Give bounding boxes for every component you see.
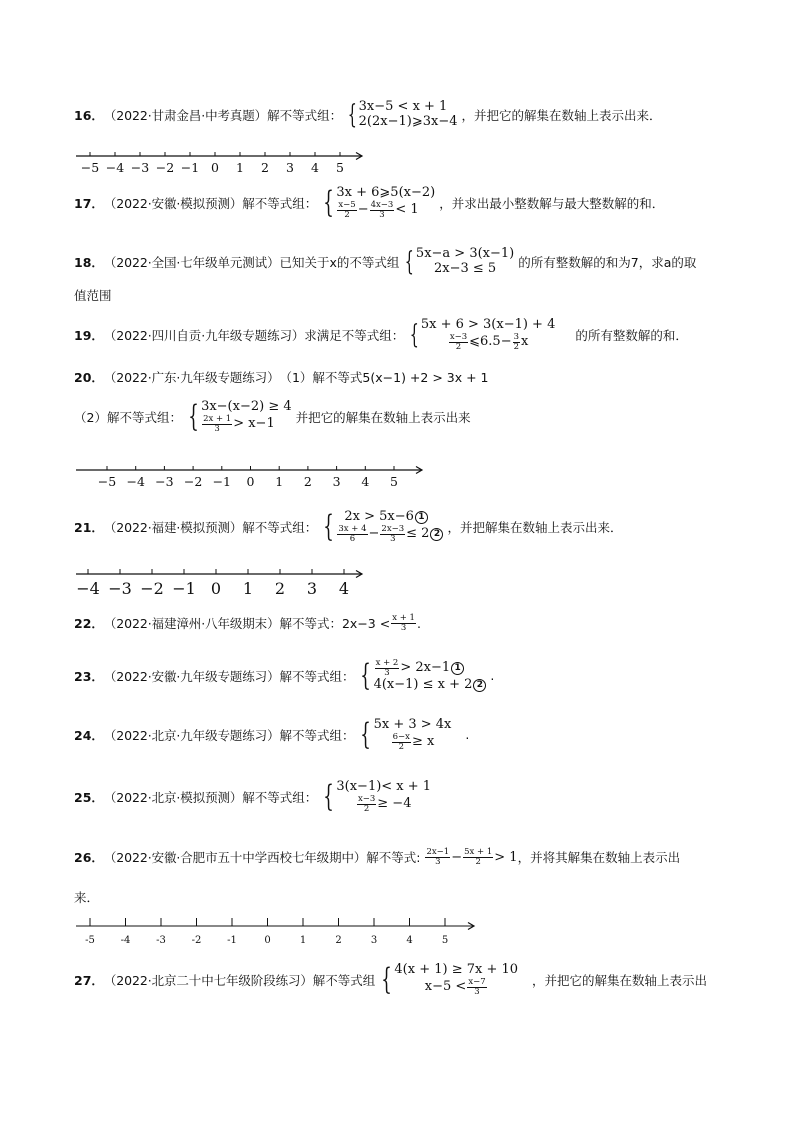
problem-source: （2022·福建漳州·八年级期末） xyxy=(103,616,280,632)
tick-label: 1 xyxy=(236,160,244,175)
problem-21 xyxy=(74,510,622,544)
part-label: （2）解不等式组： xyxy=(74,409,182,425)
problem-source: （2022·广东·九年级专题练习） xyxy=(103,370,280,385)
problem-source: （2022·北京·九年级专题练习） xyxy=(103,727,280,743)
inequality: $\frac{2x-1}{3}$ − $\frac{5x + 1}{2}$ > 1 xyxy=(426,847,518,867)
inequality-system: { 3x−5 < x + 1 2(2x−1)⩾3x−4 xyxy=(347,99,458,130)
problem-number: 23． xyxy=(74,668,104,684)
tick-label: 0 xyxy=(211,160,219,175)
problem-tail: 并把它的解集在数轴上表示出来 xyxy=(295,409,471,425)
system-line-1: 5x + 3 > 4x xyxy=(373,717,452,732)
problem-18 xyxy=(74,247,696,277)
problem-text: 解不等式组 xyxy=(312,972,376,988)
inequality-system: { 3(x−1)< x + 1 $\frac{x-3}{2}$ ≥ −4 xyxy=(323,778,432,814)
tick-label: 4 xyxy=(361,474,370,489)
problem-16 xyxy=(74,100,662,130)
number-line-3 xyxy=(72,566,368,600)
system-line-2: $\frac{2x + 1}{3}$ > x−1 xyxy=(203,413,275,434)
inequality-system: { 3x + 6⩾5(x−2) $\frac{x-5}{2}$ − $\frac{4x-3}{3}$ < 1 xyxy=(323,184,436,220)
tick-label: −3 xyxy=(155,474,174,489)
problem-source: （2022·全国·七年级单元测试） xyxy=(103,254,280,270)
problem-19 xyxy=(74,318,688,352)
number-line-4 xyxy=(72,912,480,946)
tick-label: 3 xyxy=(370,935,378,946)
tick-label: −1 xyxy=(172,579,196,598)
problem-source: （2022·北京二十中七年级阶段练习） xyxy=(103,972,313,988)
problem-tail: ，并把解集在数轴上表示出来． xyxy=(447,519,623,535)
tick-label: 0 xyxy=(210,579,222,598)
problem-source: （2022·安徽·合肥市五十中学西校七年级期中） xyxy=(103,850,367,866)
tick-label: 3 xyxy=(306,579,318,598)
tick-label: -5 xyxy=(85,935,95,946)
tick-label: 4 xyxy=(338,579,350,598)
problem-tail: ，并将其解集在数轴上表示出 xyxy=(517,850,681,866)
problem-tail: ，并求出最小整数解与最大整数解的和． xyxy=(439,195,665,211)
tick-label: 5 xyxy=(390,474,398,489)
tick-label: −5 xyxy=(97,474,117,489)
tick-label: 2 xyxy=(274,579,286,598)
tick-label: 3 xyxy=(286,160,294,175)
problem-tail: ，并把它的解集在数轴上表示出 xyxy=(532,972,708,988)
tick-label: −1 xyxy=(212,474,232,489)
problem-text: 解不等式组： xyxy=(279,727,355,743)
circled-number: 1 xyxy=(415,511,428,524)
problem-text: 解不等式组： xyxy=(267,107,343,123)
tick-label: −4 xyxy=(76,579,100,598)
inequality-system: { 4(x + 1) ≥ 7x + 10 x−5 < $\frac{x-7}{3}$ xyxy=(381,961,519,997)
tick-label: −2 xyxy=(140,579,164,598)
tick-label: 4 xyxy=(406,935,413,946)
problem-number: 21． xyxy=(74,519,104,535)
problem-number: 17． xyxy=(74,195,104,211)
tick-label: −2 xyxy=(183,474,203,489)
problem-source: （2022·北京·模拟预测） xyxy=(103,789,243,805)
problem-text: 已知关于x的不等式组 xyxy=(279,254,400,270)
problem-source: （2022·安徽·模拟预测） xyxy=(103,195,243,211)
problem-24: 24． （2022·北京·九年级专题练习） 解不等式组： { 5x + 3 > 4x $\frac{6-x}{2}$ ≥ x . xyxy=(74,716,470,752)
problem-number: 27． xyxy=(74,972,104,988)
problem-number: 25． xyxy=(74,789,104,805)
problem-text: 解不等式组： xyxy=(242,519,318,535)
problem-tail-continued: 值范围 xyxy=(74,288,112,303)
tick-label: 4 xyxy=(311,160,319,175)
system-line-2: $\frac{x-3}{2}$ ⩽6.5− $\frac{3}{2}$ x xyxy=(449,331,529,352)
problem-number: 18． xyxy=(74,254,104,270)
system-line-1: 3x−(x−2) ≥ 4 xyxy=(201,399,292,414)
system-line-2: $\frac{6-x}{2}$ ≥ x xyxy=(392,731,435,752)
tick-label: −4 xyxy=(105,160,125,175)
system-line-2: $\frac{x-3}{2}$ ≥ −4 xyxy=(357,793,412,814)
problem-20 xyxy=(74,368,489,386)
problem-26 xyxy=(74,848,680,867)
tick-label: −3 xyxy=(108,579,132,598)
system-line-1: 3(x−1)< x + 1 xyxy=(336,779,432,794)
problem-text: 解不等式组： xyxy=(242,789,318,805)
tick-label: 1 xyxy=(299,935,307,946)
tick-label: 5 xyxy=(441,935,449,946)
problem-tail: 的所有整数解的和． xyxy=(575,327,688,343)
tick-label: 2 xyxy=(303,474,312,489)
system-line-2: 2(2x−1)⩾3x−4 xyxy=(358,113,458,129)
problem-text: 解不等式组： xyxy=(242,195,318,211)
system-line-1: 3x−5 < x + 1 xyxy=(358,99,448,114)
inequality-system: { 5x−a > 3(x−1) 2x−3 ≤ 5 xyxy=(405,246,515,277)
problem-source: （2022·福建·模拟预测） xyxy=(103,519,243,535)
problem-number: 26． xyxy=(74,850,104,866)
tick-label: 1 xyxy=(242,579,254,598)
tick-label: -2 xyxy=(191,935,202,946)
tick-label: 0 xyxy=(246,474,255,489)
problem-number: 16． xyxy=(74,107,104,123)
system-line-1: 4(x + 1) ≥ 7x + 10 xyxy=(394,962,519,977)
problem-27 xyxy=(74,963,707,997)
system-line-1: 3x + 6⩾5(x−2) xyxy=(336,185,436,200)
problem-part-1: （1）解不等式5(x−1) +2 > 3x + 1 xyxy=(279,370,489,385)
tick-label: -3 xyxy=(156,935,166,946)
tick-label: −2 xyxy=(155,160,175,175)
problem-text: 求满足不等式组： xyxy=(304,327,405,343)
circled-number: 1 xyxy=(451,662,464,675)
problem-text: 解不等式组： xyxy=(279,668,355,684)
problem-source: （2022·四川自贡·九年级专题练习） xyxy=(103,327,305,343)
tick-label: 5 xyxy=(336,160,344,175)
inequality-system: { 5x + 3 > 4x $\frac{6-x}{2}$ ≥ x xyxy=(360,716,452,752)
system-line-2: $\frac{3x + 4}{6}$ − $\frac{2x-3}{3}$ ≤ 2 2 xyxy=(336,525,443,544)
problem-20-part-2 xyxy=(74,400,471,434)
tick-label: 1 xyxy=(275,474,284,489)
problem-tail: ，并把它的解集在数轴上表示出来． xyxy=(461,107,662,123)
tick-label: −4 xyxy=(126,474,145,489)
tick-label: 0 xyxy=(264,935,271,946)
problem-number: 20． xyxy=(74,370,104,385)
tick-label: -1 xyxy=(227,935,237,946)
system-line-2: 2x−3 ≤ 5 xyxy=(433,260,497,276)
inequality-system: { 2x > 5x−6 1 $\frac{3x + 4}{6}$ − $\frac{2x-3}{3}$ ≤ 2 2 xyxy=(319,510,443,544)
problem-number: 19． xyxy=(74,327,104,343)
tick-label: 2 xyxy=(261,160,269,175)
system-line-1: 5x + 6 > 3(x−1) + 4 xyxy=(420,317,556,332)
number-line-1 xyxy=(72,148,368,180)
tick-label: 2 xyxy=(335,935,342,946)
circled-number: 2 xyxy=(430,528,443,541)
problem-number: 24． xyxy=(74,727,104,743)
number-line-2 xyxy=(72,462,428,494)
problem-tail-continued: 来． xyxy=(74,890,100,905)
problem-text: 解不等式: xyxy=(366,850,421,866)
problem-source: （2022·甘肃金昌·中考真题） xyxy=(103,107,268,123)
system-line-1: $\frac{x + 2}{3}$ > 2x−1 1 xyxy=(374,659,487,678)
problem-17 xyxy=(74,186,664,220)
tick-label: −1 xyxy=(180,160,200,175)
problem-22: 22． （2022·福建漳州·八年级期末） 解不等式：2x−3 < $\frac{x + 1}{3}$ . xyxy=(74,613,421,633)
tick-label: 3 xyxy=(332,474,341,489)
tick-label: −3 xyxy=(130,160,150,175)
problem-text: 解不等式：2x−3 < xyxy=(279,616,391,632)
system-line-1: 2x > 5x−6 1 xyxy=(344,510,443,525)
tick-label: −5 xyxy=(80,160,100,175)
inequality-system: { $\frac{x + 2}{3}$ > 2x−1 1 4(x−1) ≤ x + 2 2 xyxy=(356,659,486,693)
system-line-2: x−5 < $\frac{x-7}{3}$ xyxy=(424,976,486,997)
problem-source: （2022·安徽·九年级专题练习） xyxy=(103,668,280,684)
system-line-2: 4(x−1) ≤ x + 2 2 xyxy=(374,678,487,693)
tick-label: -4 xyxy=(120,935,131,946)
problem-23: 23． （2022·安徽·九年级专题练习） 解不等式组： { $\frac{x + 2}{3}$ > 2x−1 1 4(x−1) ≤ x + 2 2 . xyxy=(74,657,495,693)
system-line-2: $\frac{x-5}{2}$ − $\frac{4x-3}{3}$ < 1 xyxy=(338,199,419,220)
inequality-system: { 3x−(x−2) ≥ 4 $\frac{2x + 1}{3}$ > x−1 xyxy=(188,398,292,434)
problem-tail: 的所有整数解的和为7，求a的取 xyxy=(518,254,697,270)
problem-number: 22． xyxy=(74,616,104,632)
circled-number: 2 xyxy=(473,679,486,692)
problem-25 xyxy=(74,780,435,814)
system-line-1: 5x−a > 3(x−1) xyxy=(415,246,515,261)
inequality-system: { 5x + 6 > 3(x−1) + 4 $\frac{x-3}{2}$ ⩽6.5− $\frac{3}{2}$ x xyxy=(410,317,556,352)
